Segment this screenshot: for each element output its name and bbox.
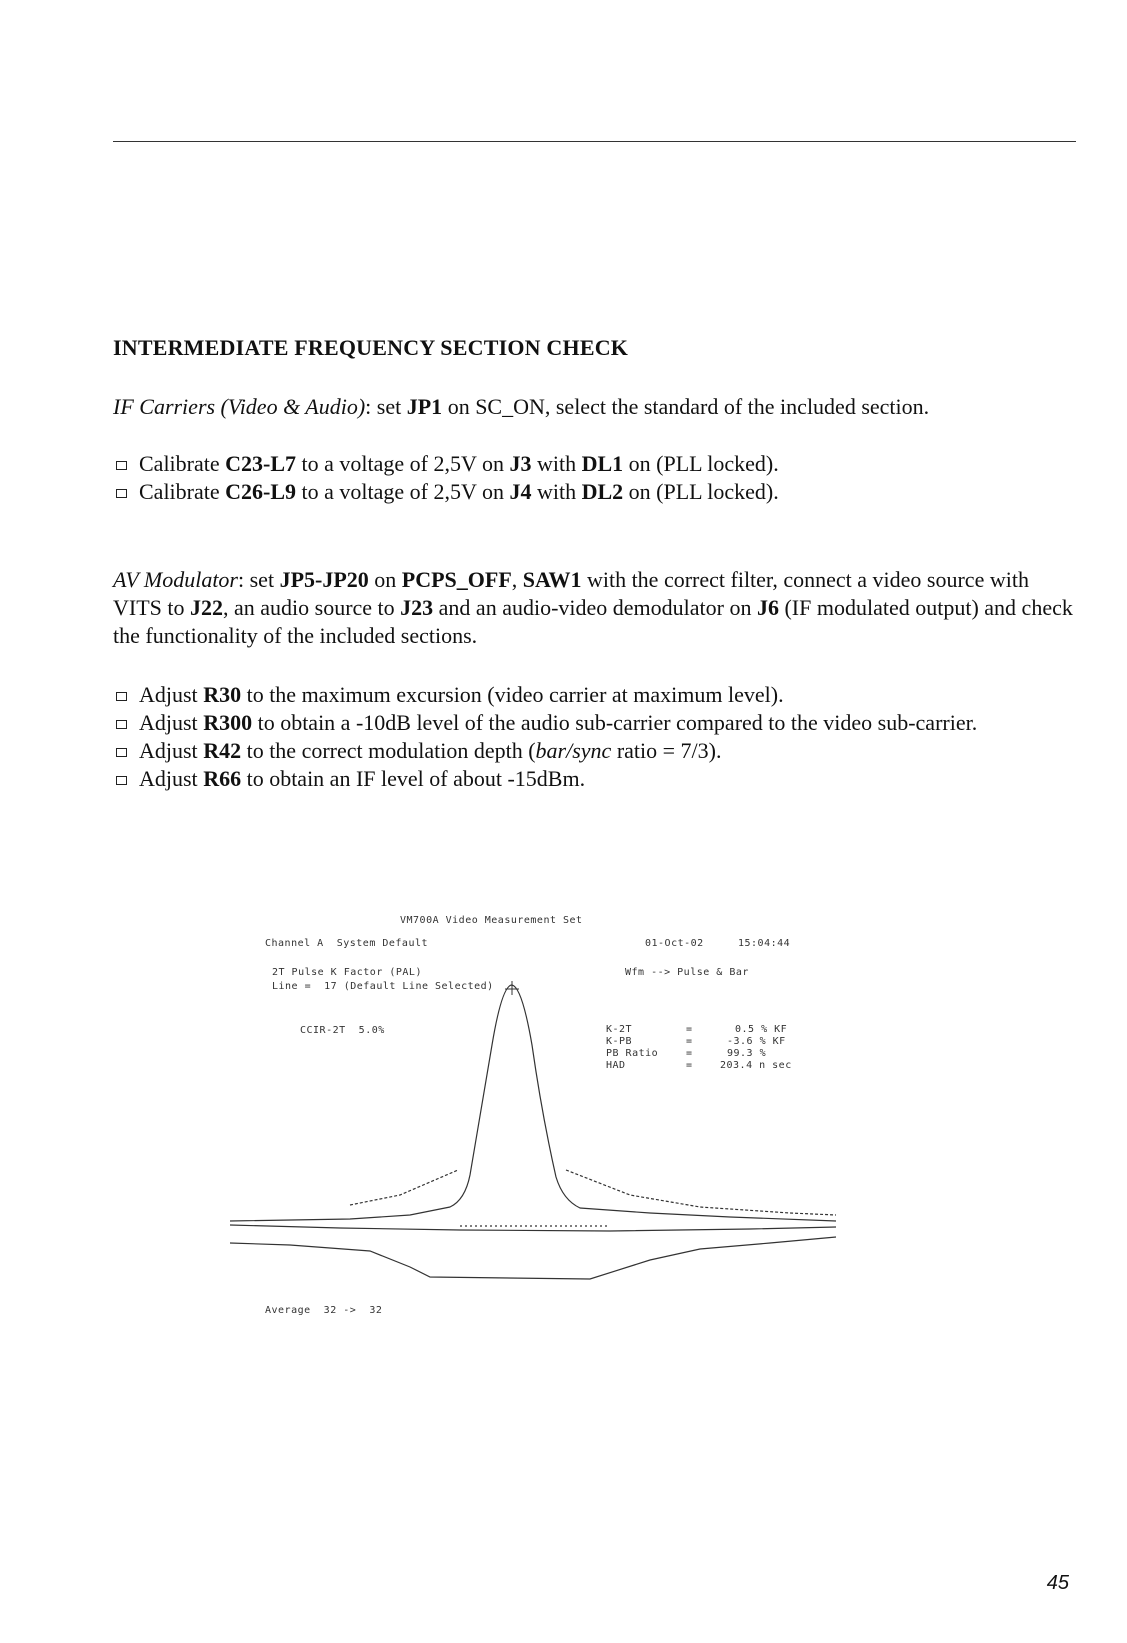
list-item: Adjust R42 to the correct modulation depth (bar/sync ratio = 7/3). bbox=[113, 737, 977, 765]
list-item: Adjust R300 to obtain a -10dB level of the audio sub-carrier compared to the video sub-carrier. bbox=[113, 709, 977, 737]
right-overshoot bbox=[566, 1170, 836, 1215]
baseline-upper bbox=[230, 1225, 836, 1231]
scope-date: 01-Oct-02 bbox=[645, 938, 704, 949]
scope-average: Average 32 -> 32 bbox=[265, 1305, 383, 1316]
scope-screenshot bbox=[230, 915, 880, 1345]
list-item: Calibrate C26-L9 to a voltage of 2,5V on J4 with DL2 on (PLL locked). bbox=[113, 478, 779, 506]
list-item: Calibrate C23-L7 to a voltage of 2,5V on J3 with DL1 on (PLL locked). bbox=[113, 450, 779, 478]
page-number: 45 bbox=[1046, 1572, 1069, 1594]
scope-line: Line = 17 (Default Line Selected) bbox=[272, 981, 494, 992]
scope-measurement: 2T Pulse K Factor (PAL) bbox=[272, 967, 422, 978]
result-eq: = bbox=[686, 1048, 693, 1059]
scope-ccir: CCIR-2T 5.0% bbox=[300, 1025, 385, 1036]
checkbox-icon bbox=[116, 461, 127, 470]
list-item: Adjust R66 to obtain an IF level of about -15dBm. bbox=[113, 765, 977, 793]
result-value: 99.3 % bbox=[727, 1048, 767, 1059]
result-label: HAD bbox=[606, 1060, 626, 1071]
checkbox-icon bbox=[116, 489, 127, 498]
checkbox-icon bbox=[116, 692, 127, 701]
av-adjustment-list bbox=[113, 681, 977, 793]
result-value: 203.4 n sec bbox=[720, 1060, 792, 1071]
av-modulator-paragraph: AV Modulator: set JP5-JP20 on PCPS_OFF, SAW1 with the correct filter, connect a video source with VITS to J22, an audio source to J23 and an audio-video demodulator on J6 (IF modulated output) and check the functionality of the included sections. bbox=[113, 567, 1073, 648]
result-label: K-PB bbox=[606, 1036, 633, 1047]
result-label: K-2T bbox=[606, 1024, 633, 1035]
result-value: 0.5 % KF bbox=[735, 1024, 788, 1035]
scope-time: 15:04:44 bbox=[738, 938, 791, 949]
scope-title: VM700A Video Measurement Set bbox=[400, 915, 583, 926]
checkbox-icon bbox=[116, 748, 127, 757]
section-heading: INTERMEDIATE FREQUENCY SECTION CHECK bbox=[113, 335, 629, 360]
waveform-plot bbox=[230, 915, 880, 1345]
scope-wfm: Wfm --> Pulse & Bar bbox=[625, 967, 749, 978]
list-item: Adjust R30 to the maximum excursion (video carrier at maximum level). bbox=[113, 681, 977, 709]
left-overshoot bbox=[350, 1170, 458, 1205]
checkbox-icon bbox=[116, 776, 127, 785]
checkbox-icon bbox=[116, 720, 127, 729]
result-eq: = bbox=[686, 1024, 693, 1035]
if-carriers-lead: IF Carriers (Video & Audio) bbox=[113, 394, 366, 419]
scope-channel: Channel A System Default bbox=[265, 938, 429, 949]
if-carriers-paragraph: IF Carriers (Video & Audio): set JP1 on SC_ON, select the standard of the included section. bbox=[113, 394, 930, 419]
result-eq: = bbox=[686, 1036, 693, 1047]
result-value: -3.6 % KF bbox=[727, 1036, 786, 1047]
result-eq: = bbox=[686, 1060, 693, 1071]
if-calibration-list bbox=[113, 450, 779, 506]
pulse-trace bbox=[230, 985, 836, 1221]
bar-bottom-trace bbox=[230, 1237, 836, 1279]
av-modulator-lead: AV Modulator bbox=[113, 567, 238, 592]
header-rule bbox=[113, 141, 1076, 142]
result-label: PB Ratio bbox=[606, 1048, 659, 1059]
